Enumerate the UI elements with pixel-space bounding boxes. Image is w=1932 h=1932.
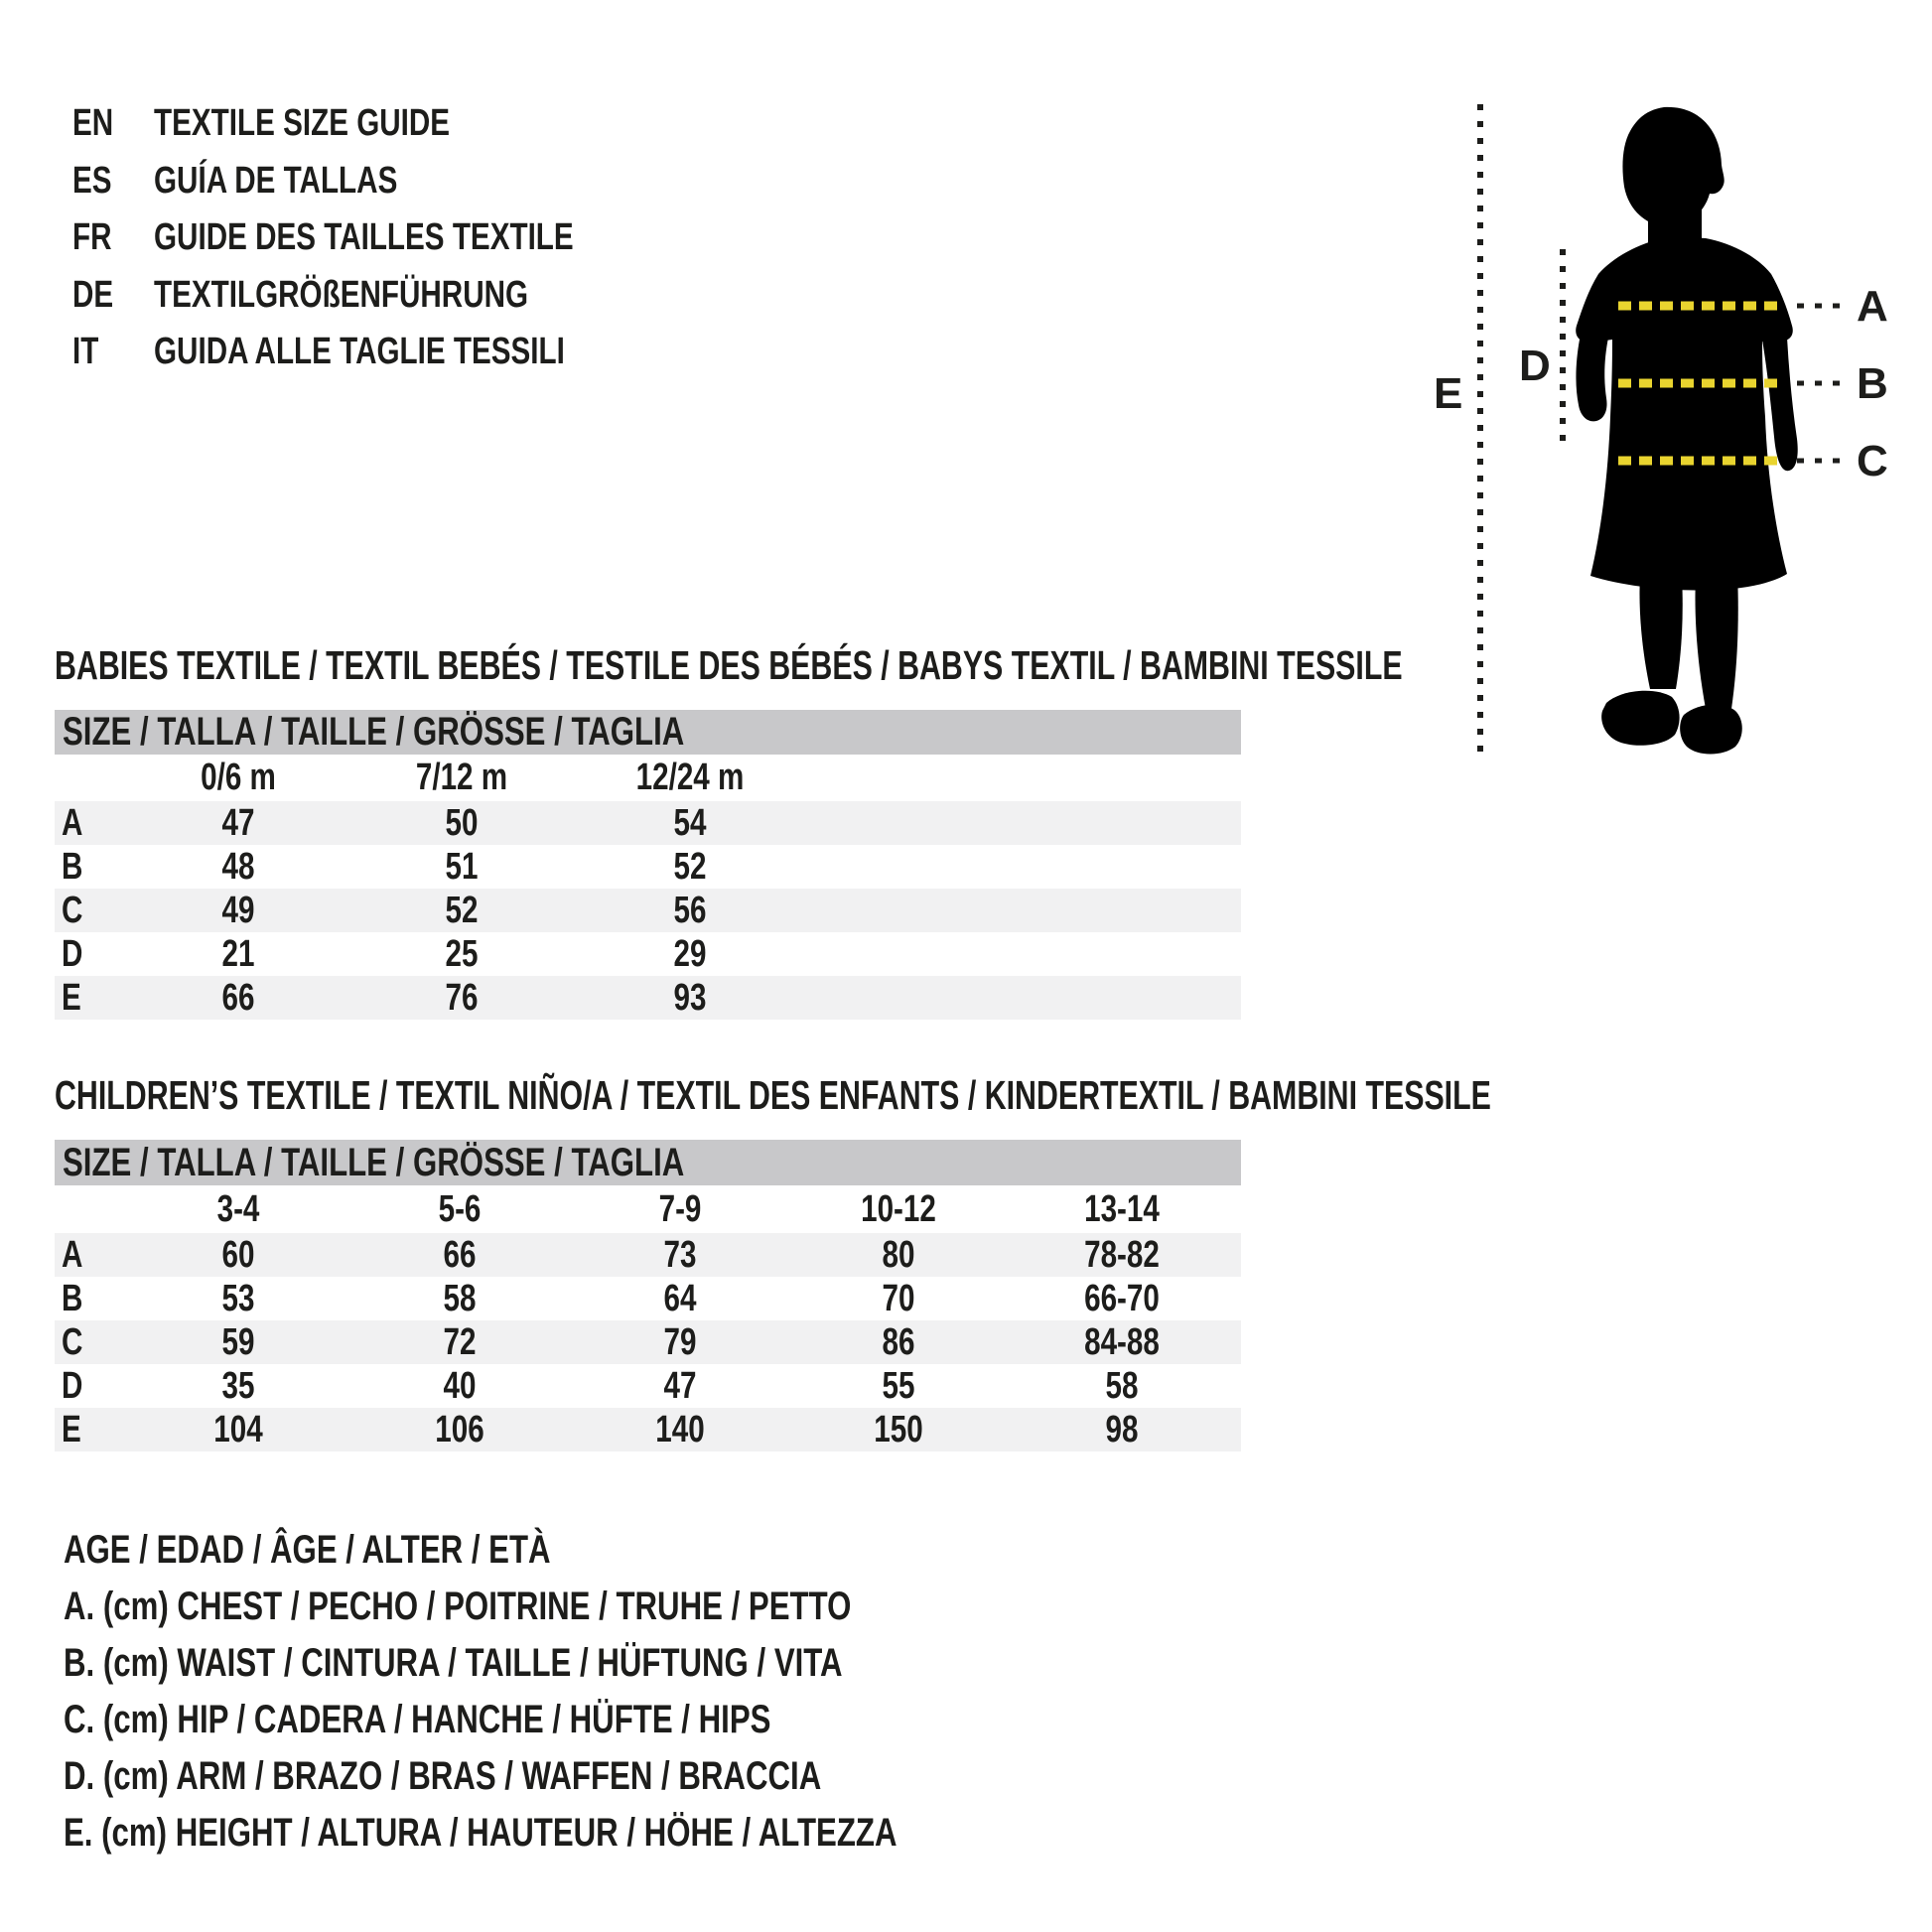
cell-value: 58 xyxy=(1105,1365,1139,1407)
cell-value: 54 xyxy=(673,802,707,844)
language-title: TEXTILGRÖßENFÜHRUNG xyxy=(154,273,529,316)
cell-value: 150 xyxy=(874,1409,923,1450)
cell-value: 140 xyxy=(655,1409,705,1450)
table-row xyxy=(55,1233,1241,1277)
cell-value: 64 xyxy=(663,1278,697,1319)
table-row xyxy=(55,976,1241,1020)
silhouette-torso xyxy=(1576,236,1793,590)
language-title: GUIDA ALLE TAGLIE TESSILI xyxy=(154,331,565,372)
silhouette-left-shoe xyxy=(1601,691,1679,746)
row-label: C xyxy=(62,890,83,931)
cell-value: 76 xyxy=(445,977,479,1019)
cell-value: 106 xyxy=(435,1409,484,1450)
cell-value: 40 xyxy=(443,1365,477,1407)
legend-line-age: AGE / EDAD / ÂGE / ALTER / ETÀ xyxy=(64,1528,551,1572)
cell-value: 86 xyxy=(882,1321,915,1363)
cell-value: 50 xyxy=(445,802,479,844)
cell-value: 49 xyxy=(221,890,255,931)
language-code: EN xyxy=(72,102,114,144)
cell-value: 84-88 xyxy=(1084,1321,1160,1363)
cell-value: 56 xyxy=(673,890,707,931)
cell-value: 70 xyxy=(882,1278,915,1319)
row-label: B xyxy=(62,846,83,888)
silhouette-right-arm xyxy=(1762,338,1798,471)
age-column: 3-4 xyxy=(216,1188,260,1230)
cell-value: 53 xyxy=(221,1278,255,1319)
row-label: A xyxy=(62,1234,83,1276)
silhouette-right-shoe xyxy=(1680,705,1742,755)
children-section-heading: CHILDREN’S TEXTILE / TEXTIL NIÑO/A / TEXTIL DES ENFANTS / KINDERTEXTIL / BAMBINI TESSILE xyxy=(55,1072,1491,1118)
cell-value: 58 xyxy=(443,1278,477,1319)
cell-value: 52 xyxy=(673,846,707,888)
age-column: 5-6 xyxy=(438,1188,482,1230)
language-title: GUIDE DES TAILLES TEXTILE xyxy=(154,216,574,258)
cell-value: 59 xyxy=(221,1321,255,1363)
row-label: E xyxy=(62,977,81,1019)
cell-value: 80 xyxy=(882,1234,915,1276)
language-title: TEXTILE SIZE GUIDE xyxy=(154,102,451,144)
age-column: 12/24 m xyxy=(635,757,745,798)
legend-line-hip: C. (cm) HIP / CADERA / HANCHE / HÜFTE / HIPS xyxy=(64,1698,771,1741)
cell-value: 25 xyxy=(445,933,479,975)
row-label: D xyxy=(62,1365,83,1407)
row-label: B xyxy=(62,1278,83,1319)
row-label: E xyxy=(62,1409,81,1450)
age-column: 13-14 xyxy=(1084,1188,1160,1230)
table-row xyxy=(55,1277,1241,1320)
table-row xyxy=(55,801,1241,845)
cell-value: 60 xyxy=(221,1234,255,1276)
age-column: 7-9 xyxy=(658,1188,702,1230)
cell-value: 29 xyxy=(673,933,707,975)
size-header-label: SIZE / TALLA / TAILLE / GRÖSSE / TAGLIA xyxy=(63,1141,685,1184)
babies-table-header-bar xyxy=(55,710,1241,755)
cell-value: 55 xyxy=(882,1365,915,1407)
legend-line-waist: B. (cm) WAIST / CINTURA / TAILLE / HÜFTUNG / VITA xyxy=(64,1641,843,1685)
silhouette-right-leg xyxy=(1695,574,1737,709)
cell-value: 93 xyxy=(673,977,707,1019)
legend-line-height: E. (cm) HEIGHT / ALTURA / HAUTEUR / HÖHE / ALTEZZA xyxy=(64,1811,897,1855)
table-row xyxy=(55,1364,1241,1408)
cell-value: 35 xyxy=(221,1365,255,1407)
cell-value: 21 xyxy=(221,933,255,975)
language-code: IT xyxy=(72,331,99,372)
cell-value: 66 xyxy=(443,1234,477,1276)
measurement-legend xyxy=(64,1522,1132,1862)
cell-value: 66 xyxy=(221,977,255,1019)
cell-value: 51 xyxy=(445,846,479,888)
cell-value: 73 xyxy=(663,1234,697,1276)
language-code: FR xyxy=(72,216,112,258)
language-title: GUÍA DE TALLAS xyxy=(154,159,398,202)
babies-section-heading: BABIES TEXTILE / TEXTIL BEBÉS / TESTILE DES BÉBÉS / BABYS TEXTIL / BAMBINI TESSILE xyxy=(55,642,1403,688)
cell-value: 78-82 xyxy=(1084,1234,1160,1276)
age-column: 7/12 m xyxy=(415,757,508,798)
measure-label-b: B xyxy=(1857,359,1888,408)
language-code: ES xyxy=(72,159,112,202)
cell-value: 79 xyxy=(663,1321,697,1363)
measure-label-e: E xyxy=(1434,369,1463,418)
children-table-header-bar xyxy=(55,1140,1241,1185)
measure-label-a: A xyxy=(1857,282,1888,331)
babies-size-table xyxy=(55,710,1241,1020)
cell-value: 48 xyxy=(221,846,255,888)
legend-line-arm: D. (cm) ARM / BRAZO / BRAS / WAFFEN / BRACCIA xyxy=(64,1754,822,1798)
cell-value: 104 xyxy=(213,1409,263,1450)
cell-value: 47 xyxy=(663,1365,697,1407)
cell-value: 66-70 xyxy=(1084,1278,1160,1319)
table-row xyxy=(55,1320,1241,1364)
cell-value: 52 xyxy=(445,890,479,931)
row-label: C xyxy=(62,1321,83,1363)
cell-value: 98 xyxy=(1105,1409,1139,1450)
cell-value: 72 xyxy=(443,1321,477,1363)
measure-label-c: C xyxy=(1857,437,1888,485)
age-column: 10-12 xyxy=(861,1188,936,1230)
row-label: D xyxy=(62,933,83,975)
age-column: 0/6 m xyxy=(201,757,276,798)
children-age-columns xyxy=(55,1185,1241,1233)
language-code: DE xyxy=(72,273,114,316)
row-label: A xyxy=(62,802,83,844)
table-row xyxy=(55,1408,1241,1451)
cell-value: 47 xyxy=(221,802,255,844)
table-row xyxy=(55,932,1241,976)
table-row xyxy=(55,889,1241,932)
babies-age-columns xyxy=(55,755,1241,801)
size-header-label: SIZE / TALLA / TAILLE / GRÖSSE / TAGLIA xyxy=(63,710,685,754)
children-size-table xyxy=(55,1140,1241,1451)
silhouette-left-arm xyxy=(1576,338,1608,421)
measure-label-d: D xyxy=(1519,342,1551,390)
legend-line-chest: A. (cm) CHEST / PECHO / POITRINE / TRUHE / PETTO xyxy=(64,1585,852,1628)
table-row xyxy=(55,845,1241,889)
